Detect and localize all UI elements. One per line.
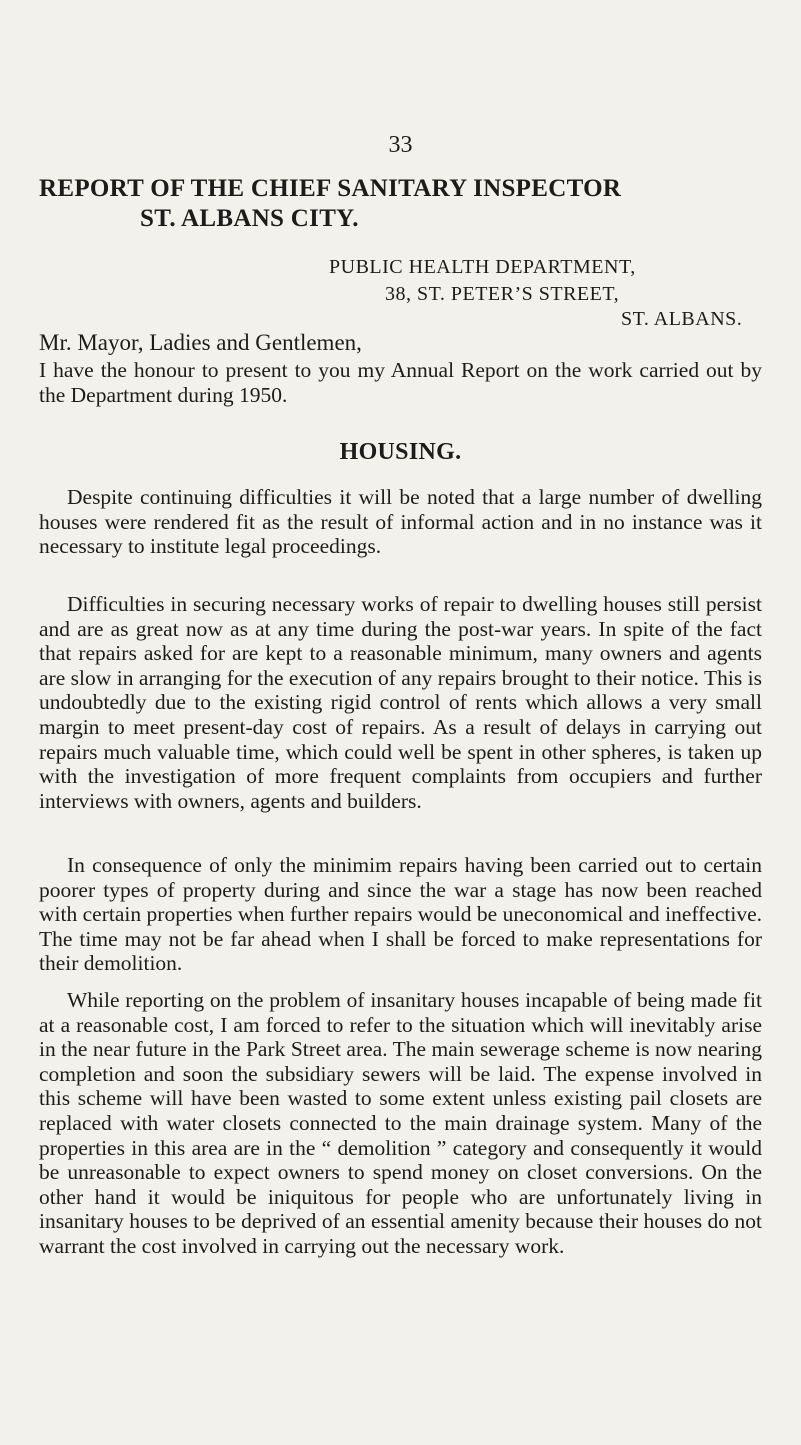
housing-paragraph-4: While reporting on the problem of insanitary houses incapable of being made fit at a reasonable cost, I am forced to refer to the situation which will inevitably arise in the near future in the Park Street area. The main sewerage scheme is now nearing completion and soon the subsidiary sewers will be laid. The expense involved in this scheme will have been wasted to some extent unless existing pail closets are replaced with water closets connected to the main drainage system. Many of the properties in this area are in the “ demolition ” category and consequently it would be unreasonable to expect owners to spend money on closet conversions. On the other hand it would be iniquitous for people who are unfortunately living in insanitary houses to be deprived of an essential amenity because their houses do not warrant the cost involved in carrying out the necessary work. [39,988,762,1258]
address-line-2: 38, ST. PETER’S STREET, [385,283,620,305]
address-line-3: ST. ALBANS. [621,308,743,330]
section-heading-housing: HOUSING. [339,439,462,465]
salutation: Mr. Mayor, Ladies and Gentlemen, [39,330,362,355]
page-number: 33 [388,132,413,158]
housing-paragraph-1: Despite continuing difficulties it will be noted that a large number of dwelling houses were rendered fit as the result of informal action and in no instance was it necessary to institute legal proceedings. [39,485,762,559]
address-line-1: PUBLIC HEALTH DEPARTMENT, [329,256,636,278]
intro-paragraph: I have the honour to present to you my Annual Report on the work carried out by the Department during 1950. [39,358,762,407]
housing-paragraph-3: In consequence of only the minimim repairs having been carried out to certain poorer types of property during and since the war a stage has now been reached with certain properties when further repairs would be uneconomical and ineffective. The time may not be far ahead when I shall be forced to make representations for their demolition. [39,853,762,976]
report-title-line-1: REPORT OF THE CHIEF SANITARY INSPECTOR [39,175,622,202]
housing-paragraph-2: Difficulties in securing necessary works of repair to dwelling houses still persist and are as great now as at any time during the post-war years. In spite of the fact that repairs asked for are kept to a reasonable minimum, many owners and agents are slow in arranging for the execution of any repairs brought to their notice. This is undoubtedly due to the existing rigid control of rents which allows a very small margin to meet present-day cost of repairs. As a result of delays in carrying out repairs much valuable time, which could well be spent in other spheres, is taken up with the investigation of more frequent complaints from occupiers and further interviews with owners, agents and builders. [39,592,762,813]
report-title-line-2: ST. ALBANS CITY. [140,205,359,232]
